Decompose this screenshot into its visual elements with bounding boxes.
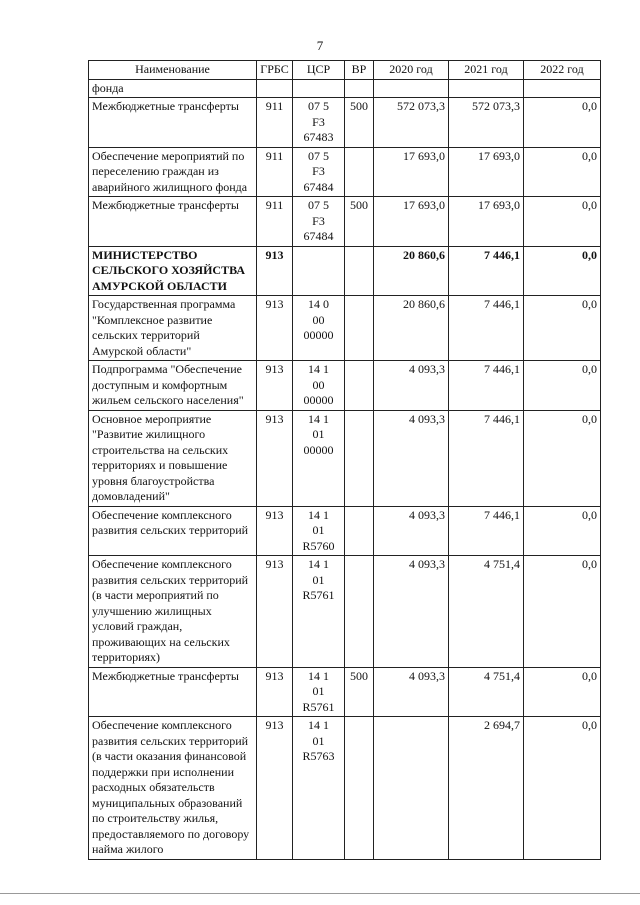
cell-2021: 7 446,1 — [449, 506, 524, 556]
header-name: Наименование — [89, 61, 257, 80]
cell-grbs: 911 — [257, 197, 293, 247]
cell-vr — [345, 506, 374, 556]
cell-2022: 0,0 — [524, 98, 601, 148]
csr-part: 01 — [312, 684, 325, 698]
cell-grbs: 913 — [257, 717, 293, 860]
cell-csr — [293, 506, 345, 556]
cell-name: Обеспечение комплексного развития сельских территорий (в части оказания финансовой поддержки при исполнении расходных обязательств муниципальных образований по строительству жилья, предоставляемого по договору найма жилого — [89, 717, 257, 860]
cell-2021: 4 751,4 — [449, 556, 524, 668]
cell-name: Межбюджетные трансферты — [89, 98, 257, 148]
table-row — [89, 197, 601, 247]
cell-csr — [293, 79, 345, 98]
cell-csr — [293, 98, 345, 148]
cell-grbs: 913 — [257, 410, 293, 506]
cell-2021: 7 446,1 — [449, 246, 524, 296]
csr-part: R5760 — [302, 538, 335, 553]
cell-grbs: 913 — [257, 361, 293, 411]
cell-grbs: 913 — [257, 667, 293, 717]
cell-name: Государственная программа "Комплексное развитие сельских территорий Амурской области" — [89, 296, 257, 361]
csr-part: 14 1 — [308, 507, 329, 522]
table-row — [89, 98, 601, 148]
cell-vr: 500 — [345, 197, 374, 247]
cell-csr — [293, 197, 345, 247]
cell-2020: 4 093,3 — [374, 506, 449, 556]
table-row — [89, 246, 601, 296]
table-row — [89, 79, 601, 98]
cell-2022: 0,0 — [524, 296, 601, 361]
cell-grbs: 913 — [257, 246, 293, 296]
csr-part: 07 5 — [308, 99, 329, 113]
cell-grbs: 911 — [257, 147, 293, 197]
cell-2022: 0,0 — [524, 147, 601, 197]
table-row — [89, 717, 601, 860]
cell-name: Обеспечение комплексного развития сельских территорий — [89, 506, 257, 556]
cell-2022: 0,0 — [524, 667, 601, 717]
csr-part: 14 1 — [308, 362, 329, 376]
cell-name: Основное мероприятие "Развитие жилищного строительства на сельских территориях и повышение уровня благоустройства домовладений" — [89, 410, 257, 506]
csr-part: 00000 — [303, 442, 334, 457]
csr-part: 00 — [312, 377, 325, 392]
table-row — [89, 506, 601, 556]
table-row — [89, 361, 601, 411]
page-bottom-edge — [0, 893, 640, 894]
cell-2020: 4 093,3 — [374, 667, 449, 717]
csr-part: R5763 — [302, 749, 335, 763]
cell-vr — [345, 717, 374, 860]
cell-2021: 2 694,7 — [449, 717, 524, 860]
csr-part: 01 — [312, 523, 325, 537]
cell-2022: 0,0 — [524, 717, 601, 860]
table-row — [89, 147, 601, 197]
cell-vr — [345, 410, 374, 506]
csr-part: R5761 — [302, 588, 335, 602]
cell-2022: 0,0 — [524, 556, 601, 668]
cell-grbs: 913 — [257, 506, 293, 556]
cell-2021 — [449, 79, 524, 98]
cell-csr — [293, 246, 345, 296]
cell-2021: 572 073,3 — [449, 98, 524, 148]
cell-2020: 4 093,3 — [374, 556, 449, 668]
cell-2022: 0,0 — [524, 246, 601, 296]
csr-part: 01 — [312, 427, 325, 441]
cell-2022 — [524, 79, 601, 98]
cell-2020 — [374, 79, 449, 98]
csr-part: 14 1 — [308, 668, 329, 683]
table-header-row — [89, 61, 601, 80]
cell-name: Обеспечение комплексного развития сельских территорий (в части мероприятий по улучшению жилищных условий граждан, проживающих на сельских территориях) — [89, 556, 257, 668]
cell-vr — [345, 361, 374, 411]
cell-name: МИНИСТЕРСТВО СЕЛЬСКОГО ХОЗЯЙСТВА АМУРСКОЙ ОБЛАСТИ — [89, 246, 257, 296]
cell-csr — [293, 667, 345, 717]
budget-table — [88, 60, 601, 860]
csr-part: F3 — [312, 213, 325, 228]
cell-2020: 4 093,3 — [374, 361, 449, 411]
cell-2021: 7 446,1 — [449, 361, 524, 411]
cell-2020: 572 073,3 — [374, 98, 449, 148]
csr-part: 00000 — [303, 328, 334, 342]
cell-name: фонда — [89, 79, 257, 98]
csr-part: 14 0 — [308, 297, 329, 311]
table-row — [89, 556, 601, 668]
cell-2021: 17 693,0 — [449, 197, 524, 247]
csr-part: 67484 — [303, 229, 334, 243]
csr-part: 00 — [312, 312, 325, 327]
csr-part: 01 — [312, 733, 325, 748]
cell-2021: 7 446,1 — [449, 410, 524, 506]
cell-2021: 4 751,4 — [449, 667, 524, 717]
cell-2020 — [374, 717, 449, 860]
cell-2020: 17 693,0 — [374, 147, 449, 197]
cell-csr — [293, 361, 345, 411]
csr-part: 00000 — [303, 393, 334, 407]
cell-2022: 0,0 — [524, 197, 601, 247]
cell-2020: 20 860,6 — [374, 296, 449, 361]
csr-part: 14 1 — [308, 557, 329, 571]
cell-2020: 20 860,6 — [374, 246, 449, 296]
cell-grbs — [257, 79, 293, 98]
csr-part: 14 1 — [308, 411, 329, 426]
csr-part: R5761 — [302, 699, 335, 714]
csr-part: 07 5 — [308, 148, 329, 163]
csr-part: 01 — [312, 572, 325, 587]
cell-vr: 500 — [345, 98, 374, 148]
csr-part: 67484 — [303, 179, 334, 194]
table-row — [89, 296, 601, 361]
csr-part: F3 — [312, 114, 325, 129]
cell-name: Обеспечение мероприятий по переселению граждан из аварийного жилищного фонда — [89, 147, 257, 197]
csr-part: 67483 — [303, 130, 334, 144]
csr-part: F3 — [312, 164, 325, 178]
header-csr: ЦСР — [293, 61, 345, 80]
cell-name: Подпрограмма "Обеспечение доступным и комфортным жильем сельского населения" — [89, 361, 257, 411]
cell-csr — [293, 296, 345, 361]
csr-part: 14 1 — [308, 718, 329, 732]
cell-vr — [345, 556, 374, 668]
cell-csr — [293, 410, 345, 506]
cell-grbs: 913 — [257, 296, 293, 361]
cell-2021: 17 693,0 — [449, 147, 524, 197]
cell-2021: 7 446,1 — [449, 296, 524, 361]
cell-2020: 4 093,3 — [374, 410, 449, 506]
cell-vr — [345, 147, 374, 197]
cell-2022: 0,0 — [524, 361, 601, 411]
page-number: 7 — [316, 38, 324, 53]
cell-vr — [345, 246, 374, 296]
cell-csr — [293, 717, 345, 860]
csr-part: 07 5 — [308, 198, 329, 212]
cell-name: Межбюджетные трансферты — [89, 667, 257, 717]
header-2021: 2021 год — [449, 61, 524, 80]
header-grbs: ГРБС — [257, 61, 293, 80]
cell-csr — [293, 147, 345, 197]
table-row — [89, 667, 601, 717]
cell-vr — [345, 79, 374, 98]
cell-name: Межбюджетные трансферты — [89, 197, 257, 247]
cell-2022: 0,0 — [524, 506, 601, 556]
cell-csr — [293, 556, 345, 668]
cell-vr: 500 — [345, 667, 374, 717]
cell-2022: 0,0 — [524, 410, 601, 506]
header-2022: 2022 год — [524, 61, 601, 80]
table-row — [89, 410, 601, 506]
cell-grbs: 913 — [257, 556, 293, 668]
cell-vr — [345, 296, 374, 361]
header-2020: 2020 год — [374, 61, 449, 80]
cell-grbs: 911 — [257, 98, 293, 148]
cell-2020: 17 693,0 — [374, 197, 449, 247]
header-vr: ВР — [345, 61, 374, 80]
